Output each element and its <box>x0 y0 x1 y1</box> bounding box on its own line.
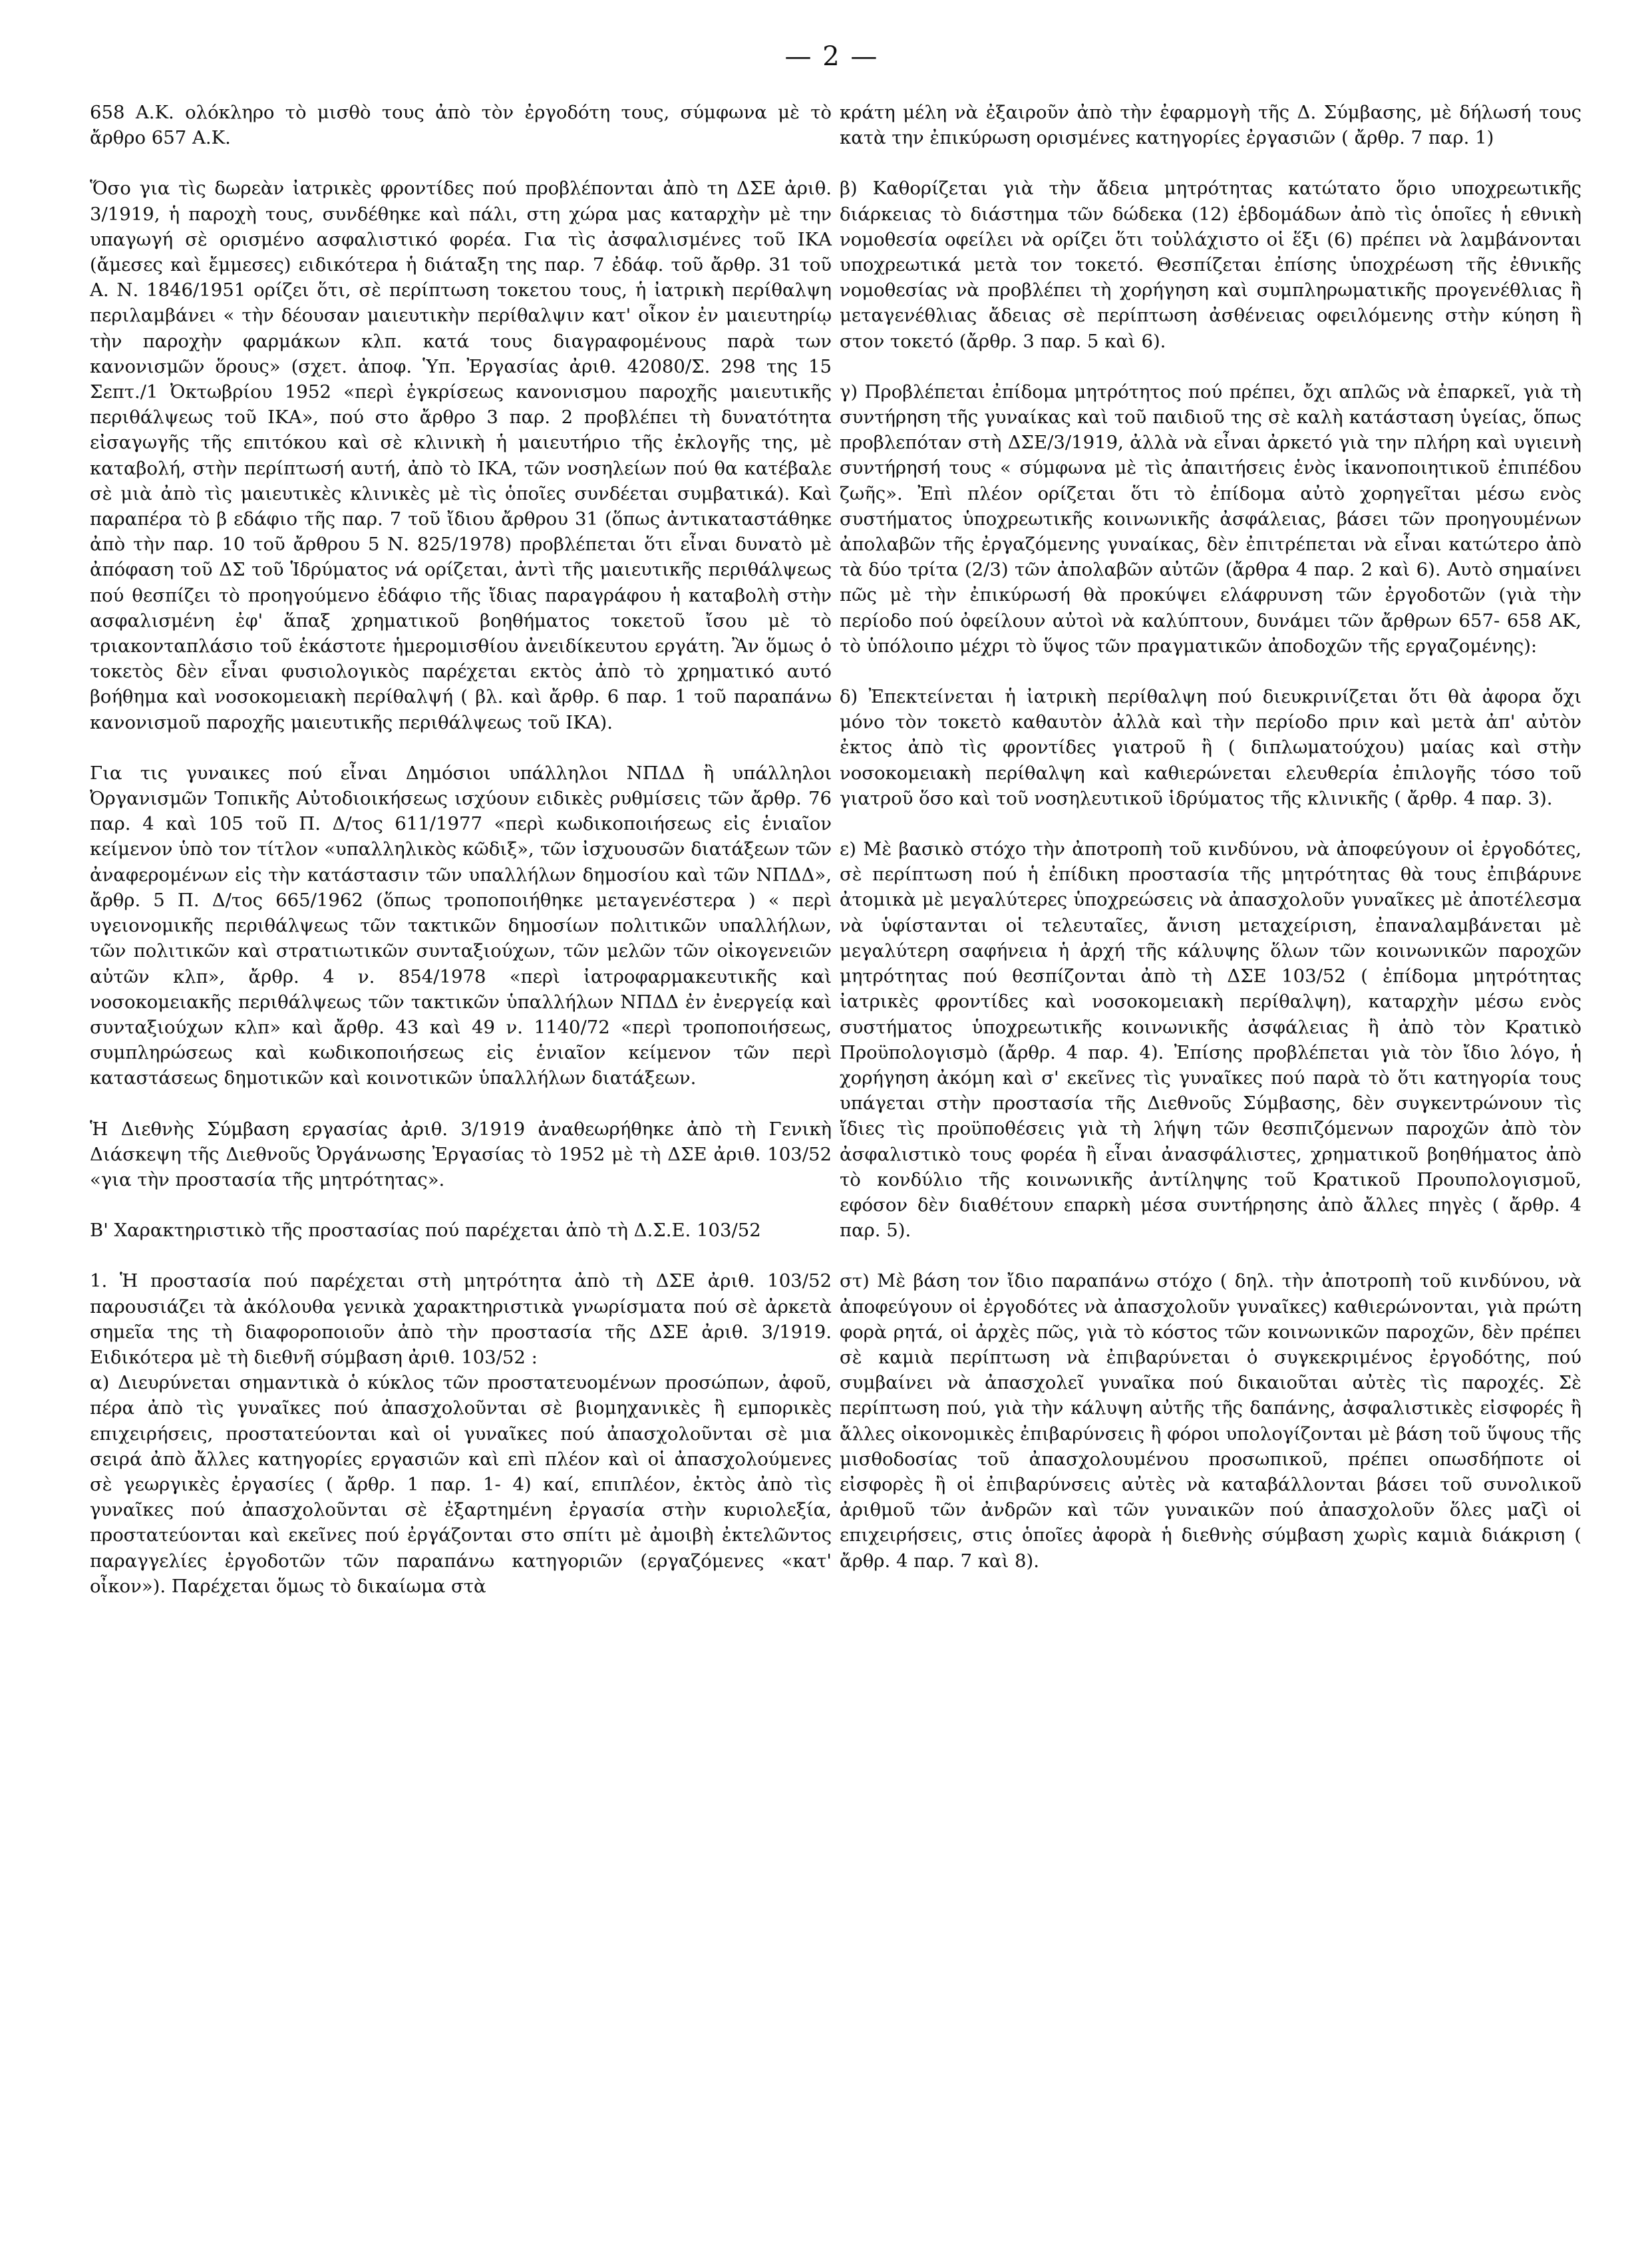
paragraph: κράτη μέλη νὰ ἐξαιροῦν ἀπὸ τὴν ἐφαρμογὴ τῆς Δ. Σύμβασης, μὲ δήλωσή τους κατὰ την ἐπικύρωση ορισμένες κατηγορίες ἐργασιῶν ( ἄρθρ. 7 παρ. 1) <box>840 102 1581 149</box>
paragraph: Ἡ Διεθνὴς Σύμβαση εργασίας ἀριθ. 3/1919 ἀναθεωρήθηκε ἀπὸ τὴ Γενικὴ Διάσκεψη τῆς Διεθνοῦς Ὀργάνωσης Ἐργασίας τὸ 1952 μὲ τὴ ΔΣΕ ἀριθ. 103/52 «για τὴν προστασία τῆς μητρότητας». <box>90 1118 832 1190</box>
paragraph: β) Καθορίζεται γιὰ τὴν ἄδεια μητρότητας κατώτατο ὅριο υποχρεωτικῆς διάρκειας τὸ διάστημα τῶν δώδεκα (12) ἑβδομάδων ἀπὸ τὶς ὁποῖες ἡ εθνικὴ νομοθεσία οφείλει νὰ ορίζει ὅτι τοὐλάχιστο οἱ ἕξι (6) πρέπει νὰ λαμβάνονται υποχρεωτικά μετὰ τον τοκετό. Θεσπίζεται ἐπίσης ὑποχρέωση τῆς ἐθνικῆς νομοθεσίας νὰ προβλέπει τὴ χορήγηση καὶ συμπληρωματικῆς προγενέθλιας ἢ μεταγενέθλιας ἄδειας σὲ περίπτωση ἀσθένειας οφειλόμενης στὴν κύηση ἢ στον τοκετό (ἄρθρ. 3 παρ. 5 καὶ 6). <box>840 178 1581 352</box>
section-heading: Β' Χαρακτηριστικὸ τῆς προστασίας πού παρέχεται ἀπὸ τὴ Δ.Σ.Ε. 103/52 <box>90 1220 761 1242</box>
paragraph: γ) Προβλέπεται ἐπίδομα μητρότητος πού πρέπει, ὄχι απλῶς νὰ ἐπαρκεῖ, γιὰ τὴ συντήρηση τῆς γυναίκας καὶ τοῦ παιδιοῦ της σὲ καλὴ κατάσταση ὑγείας, ὅπως προβλεπόταν στὴ ΔΣΕ/3/1919, ἀλλὰ νὰ εἶναι ἀρκετό γιὰ την πλήρη καὶ υγιεινὴ συντήρησή τους « σύμφωνα μὲ τὶς ἀπαιτήσεις ἑνὸς ἱκανοποιητικοῦ ἐπιπέδου ζωῆς». Ἐπὶ πλέον ορίζεται ὅτι τὸ ἐπίδομα αὐτὸ χορηγεῖται μέσω ενὸς συστήματος ὑποχρεωτικῆς κοινωνικῆς ἀσφάλειας, βάσει τῶν προηγουμένων ἀπολαβῶν τῆς ἐργαζόμενης γυναίκας, δὲν ἐπιτρέπεται νὰ εἶναι κατώτερο ἀπὸ τὰ δύο τρίτα (2/3) τῶν ἀπολαβῶν αὐτῶν (ἄρθρα 4 παρ. 2 καὶ 6). Αυτὸ σημαίνει πῶς μὲ τὴν ἐπικύρωσή θὰ προκύψει ελάφρυνση τῶν ἐργοδοτῶν (γιὰ τὴν περίοδο πού ὀφείλουν αὐτοὶ νὰ καλύπτουν, δυνάμει τῶν ἄρθρων 657- 658 ΑΚ, τὸ ὑπόλοιπο μέχρι τὸ ὕψος τῶν πραγματικῶν ἀποδοχῶν τῆς εργαζομένης): <box>840 381 1581 657</box>
paragraph: α) Διευρύνεται σημαντικὰ ὁ κύκλος τῶν προστατευομένων προσώπων, ἀφοῦ, πέρα ἀπὸ τὶς γυναῖκες πού ἀπασχολοῦνται σὲ βιομηχανικὲς ἢ εμπορικὲς επιχειρήσεις, προστατεύονται καὶ οἱ γυναῖκες πού ἀπασχολοῦνται σὲ μια σειρά ἀπὸ ἄλλες κατηγορίες εργασιῶν καὶ επὶ πλέον καὶ οἱ ἀπασχολούμενες σὲ γεωργικὲς ἐργασίες ( ἄρθρ. 1 παρ. 1- 4) καί, επιπλέον, ἐκτὸς ἀπὸ τὶς γυναῖκες πού ἀπασχολοῦνται σὲ ἐξαρτημένη ἐργασία στὴν κυριολεξία, προστατεύονται καὶ εκεῖνες πού ἐργάζονται στο σπίτι μὲ ἀμοιβὴ ἐκτελῶντος παραγγελίες ἐργοδοτῶν τῶν παραπάνω κατηγοριῶν (εργαζόμενες «κατ' οἶκον»). Παρέχεται ὅμως τὸ δικαίωμα στὰ <box>90 1372 832 1597</box>
paragraph: ε) Μὲ βασικὸ στόχο τὴν ἀποτροπὴ τοῦ κινδύνου, νὰ ἀποφεύγουν οἱ ἐργοδότες, σὲ περίπτωση πού ἡ ἐπίδικη προστασία τῆς μητρότητας θὰ τους ἐπιβάρυνε ἀτομικὰ μὲ μεγαλύτερες ὑποχρεώσεις νὰ ἀπασχολοῦν γυναῖκες μὲ ἀποτέλεσμα νὰ ὑφίστανται οἱ τελευταῖες, ἄνιση μεταχείριση, ἐπαναλαμβάνεται μὲ μεγαλύτερη σαφήνεια ἡ ἀρχή τῆς κάλυψης ὅλων τῶν κοινωνικῶν παροχῶν μητρότητας πού θεσπίζονται ἀπὸ τὴ ΔΣΕ 103/52 ( ἐπίδομα μητρότητας ἰατρικὲς φροντίδες καὶ νοσοκομειακὴ περίθαλψη), καταρχὴν μέσω ενὸς συστήματος ὑποχρεωτικῆς κοινωνικῆς ἀσφάλειας ἢ ἀπὸ τὸν Κρατικὸ Προϋπολογισμὸ (ἄρθρ. 4 παρ. 4). Ἐπίσης προβλέπεται γιὰ τὸν ἴδιο λόγο, ἡ χορήγηση ἀκόμη καὶ σ' εκεῖνες τὶς γυναῖκες πού παρὰ τὸ ὅτι κατηγορία τους υπάγεται στὴν προστασία τῆς Διεθνοῦς Σύμβασης, δὲν συγκεντρώνουν τὶς ἴδιες τὶς προϋποθέσεις γιὰ τὴ λήψη τῶν θεσπιζόμενων παροχῶν ἀπὸ τὸν ἀσφαλιστικὸ τους φορέα ἢ εἶναι ἀνασφάλιστες, χρηματικοῦ βοηθήματος ἀπὸ τὸ κονδύλιο τῆς κοινωνικῆς ἀντίληψης τοῦ Κρατικοῦ Προυπολογισμοῦ, εφόσον δὲν διαθέτουν επαρκὴ μέσα συντήρησης ἀπὸ ἄλλες πηγὲς ( ἄρθρ. 4 παρ. 5). <box>840 838 1581 1242</box>
right-column <box>840 100 1581 1574</box>
page-number: — 2 — <box>784 41 879 72</box>
paragraph: δ) Ἐπεκτείνεται ἡ ἰατρικὴ περίθαλψη πού διευκρινίζεται ὅτι θὰ ἀφορα ὄχι μόνο τὸν τοκετὸ καθαυτὸν ἀλλὰ καὶ τὴν περίοδο πριν καὶ μετὰ ἀπ' αὐτὸν ἐκτος ἀπὸ τὶς φροντίδες γιατροῦ ἢ ( διπλωματούχου) μαίας καὶ στὴν νοσοκομειακὴ περίθαλψη καὶ καθιερώνεται ελευθερία ἐπιλογῆς τόσο τοῦ γιατροῦ ὅσο καὶ τοῦ νοσηλευτικοῦ ἱδρύματος τῆς κλινικῆς ( ἄρθρ. 4 παρ. 3). <box>840 686 1581 809</box>
paragraph: 1. Ἡ προστασία πού παρέχεται στὴ μητρότητα ἀπὸ τὴ ΔΣΕ ἀριθ. 103/52 παρουσιάζει τὰ ἀκόλουθα γενικὰ χαρακτηριστικὰ γνωρίσματα πού σὲ ἀρκετὰ σημεῖα της τὴ διαφοροποιοῦν ἀπὸ τὴν προστασία τῆς ΔΣΕ ἀριθ. 3/1919. Ειδικότερα μὲ τὴ διεθνῆ σύμβαση ἀριθ. 103/52 : <box>90 1270 832 1368</box>
paragraph: στ) Μὲ βάση τον ἴδιο παραπάνω στόχο ( δηλ. τὴν ἀποτροπὴ τοῦ κινδύνου, νὰ ἀποφεύγουν οἱ ἐργοδότες νὰ ἀπασχολοῦν γυναῖκες) καθιερώνονται, γιὰ πρώτη φορὰ ρητά, οἱ ἀρχὲς πῶς, γιὰ τὸ κόστος τῶν κοινωνικῶν παροχῶν, δὲν πρέπει σὲ καμιὰ περίπτωση νὰ ἐπιβαρύνεται ὁ συγκεκριμένος ἐργοδότης, πού συμβαίνει νὰ ἀπασχολεῖ γυναῖκα πού δικαιοῦται αὐτὲς τὶς παροχές. Σὲ περίπτωση πού, γιὰ τὴν κάλυψη αὐτῆς τῆς δαπάνης, ἀσφαλιστικὲς εἰσφορές ἢ ἄλλες οἰκονομικὲς ἐπιβαρύνσεις ἢ φόροι υπολογίζονται μὲ βάση τοῦ ὕψους τῆς μισθοδοσίας τοῦ ἀπασχολουμένου προσωπικοῦ, πρέπει οπωσδήποτε οἱ εἰσφορὲς ἢ οἱ ἐπιβαρύνσεις αὐτὲς νὰ καταβάλλονται βάσει τοῦ συνολικοῦ ἀριθμοῦ τῶν ἀνδρῶν καὶ τῶν γυναικῶν πού ἀπασχολοῦν ὅλες μαζὶ οἱ επιχειρήσεις, στις ὁποῖες ἀφορὰ ἡ διεθνὴς σύμβαση χωρὶς καμιὰ διάκριση ( ἄρθρ. 4 παρ. 7 καὶ 8). <box>840 1270 1581 1572</box>
left-column <box>90 100 832 1599</box>
paragraph: 658 Α.Κ. ολόκληρο τὸ μισθὸ τους ἀπὸ τὸν ἐργοδότη τους, σύμφωνα μὲ τὸ ἄρθρο 657 Α.Κ. <box>90 102 832 149</box>
paragraph: Ὅσο για τὶς δωρεὰν ἰατρικὲς φροντίδες πού προβλέπονται ἀπὸ τη ΔΣΕ ἀριθ. 3/1919, ἡ παροχὴ τους, συνδέθηκε καὶ πάλι, στη χώρα μας καταρχὴν μὲ την υπαγωγή σὲ ορισμένο ασφαλιστικό φορέα. Για τὶς ἀσφαλισμένες τοῦ ΙΚΑ (ἄμεσες καὶ ἔμμεσες) ειδικότερα ἡ διάταξη της παρ. 7 ἐδάφ. τοῦ ἄρθρ. 31 τοῦ Α. Ν. 1846/1951 ορίζει ὅτι, σὲ περίπτωση τοκετου τους, ἡ ἰατρικὴ περίθαλψη περιλαμβάνει « τὴν δέουσαν μαιευτικὴν περίθαλψιν κατ' οἶκον ἐν μαιευτηρίῳ τὴν παροχὴν φαρμάκων κλπ. κατά τους διαγραφομένους παρὰ των κανονισμῶν ὅρους» (σχετ. ἀποφ. Ὑπ. Ἐργασίας ἀριθ. 42080/Σ. 298 της 15 Σεπτ./1 Ὀκτωβρίου 1952 «περὶ ἐγκρίσεως κανονισμου παροχῆς μαιευτικῆς περιθάλψεως τοῦ ΙΚΑ», πού στο ἄρθρο 3 παρ. 2 προβλέπει τὴ δυνατότητα εἰσαγωγῆς τῆς επιτόκου καὶ σὲ κλινικὴ ἡ μαιευτήριο τῆς ἐκλογῆς της, μὲ καταβολή, στὴν περίπτωσή αυτή, ἀπὸ τὸ ΙΚΑ, τῶν νοσηλείων πού θα κατέβαλε σὲ μιὰ ἀπὸ τὶς μαιευτικὲς κλινικὲς μὲ τὶς ὁποῖες συνδέεται συμβατικά). Καὶ παραπέρα τὸ β εδάφιο τῆς παρ. 7 τοῦ ἴδιου ἄρθρου 31 (ὅπως ἀντικαταστάθηκε ἀπὸ τὴν παρ. 10 τοῦ ἄρθρου 5 Ν. 825/1978) προβλέπεται ὅτι εἶναι δυνατὸ μὲ ἀπόφαση τοῦ ΔΣ τοῦ Ἱδρύματος νά ορίζεται, ἀντὶ τῆς μαιευτικῆς περιθάλψεως πού θεσπίζει τὸ προηγούμενο ἐδάφιο τῆς ἴδιας παραγράφου ἡ καταβολὴ στὴν ασφαλισμένη ἐφ' ἅπαξ χρηματικοῦ βοηθήματος τοκετοῦ ἴσου μὲ τὸ τριακονταπλάσιο τοῦ ἑκάστοτε ἡμερομισθίου ἀνειδίκευτου εργάτη. Ἂν ὅμως ὁ τοκετὸς δὲν εἶναι φυσιολογικὸς παρέχεται εκτὸς ἀπὸ τὸ χρηματικό αυτό βοήθημα καὶ νοσοκομειακὴ περίθαλψή ( βλ. καὶ ἄρθρ. 6 παρ. 1 τοῦ παραπάνω κανονισμοῦ παροχῆς μαιευτικῆς περιθάλψεως τοῦ ΙΚΑ). <box>90 178 832 733</box>
paragraph: Για τις γυναικες πού εἶναι Δημόσιοι υπάλληλοι ΝΠΔΔ ἢ υπάλληλοι Ὀργανισμῶν Τοπικῆς Αὐτοδιοικήσεως ισχύουν ειδικὲς ρυθμίσεις τῶν ἄρθρ. 76 παρ. 4 καὶ 105 τοῦ Π. Δ/τος 611/1977 «περὶ κωδικοποιήσεως εἰς ἑνιαῖον κείμενον ὑπὸ τον τίτλον «υπαλληλικὸς κῶδιξ», τῶν ἰσχυουσῶν διατάξεων τῶν ἀναφερομένων εἰς τὴν κατάστασιν τῶν υπαλλήλων δημοσίου καὶ τῶν ΝΠΔΔ», ἄρθρ. 5 Π. Δ/τος 665/1962 (ὅπως τροποποιήθηκε μεταγενέστερα ) « περὶ υγειονομικῆς περιθάλψεως τῶν τακτικῶν δημοσίων πολιτικῶν υπαλλήλων, τῶν πολιτικῶν καὶ στρατιωτικῶν συνταξιούχων, τῶν μελῶν τῶν οἰκογενειῶν αὐτῶν κλπ», ἄρθρ. 4 ν. 854/1978 «περὶ ἰατροφαρμακευτικῆς καὶ νοσοκομειακῆς περιθάλψεως τῶν τακτικῶν ὑπαλλήλων ΝΠΔΔ ἐν ἐνεργείᾳ καὶ συνταξιούχων κλπ» καὶ ἄρθρ. 43 καὶ 49 ν. 1140/72 «περὶ τροποποιήσεως, συμπληρώσεως καὶ κωδικοποιήσεως εἰς ἑνιαῖον κείμενον τῶν περὶ καταστάσεως δημοτικῶν καὶ κοινοτικῶν ὑπαλλήλων διατάξεων. <box>90 762 832 1089</box>
